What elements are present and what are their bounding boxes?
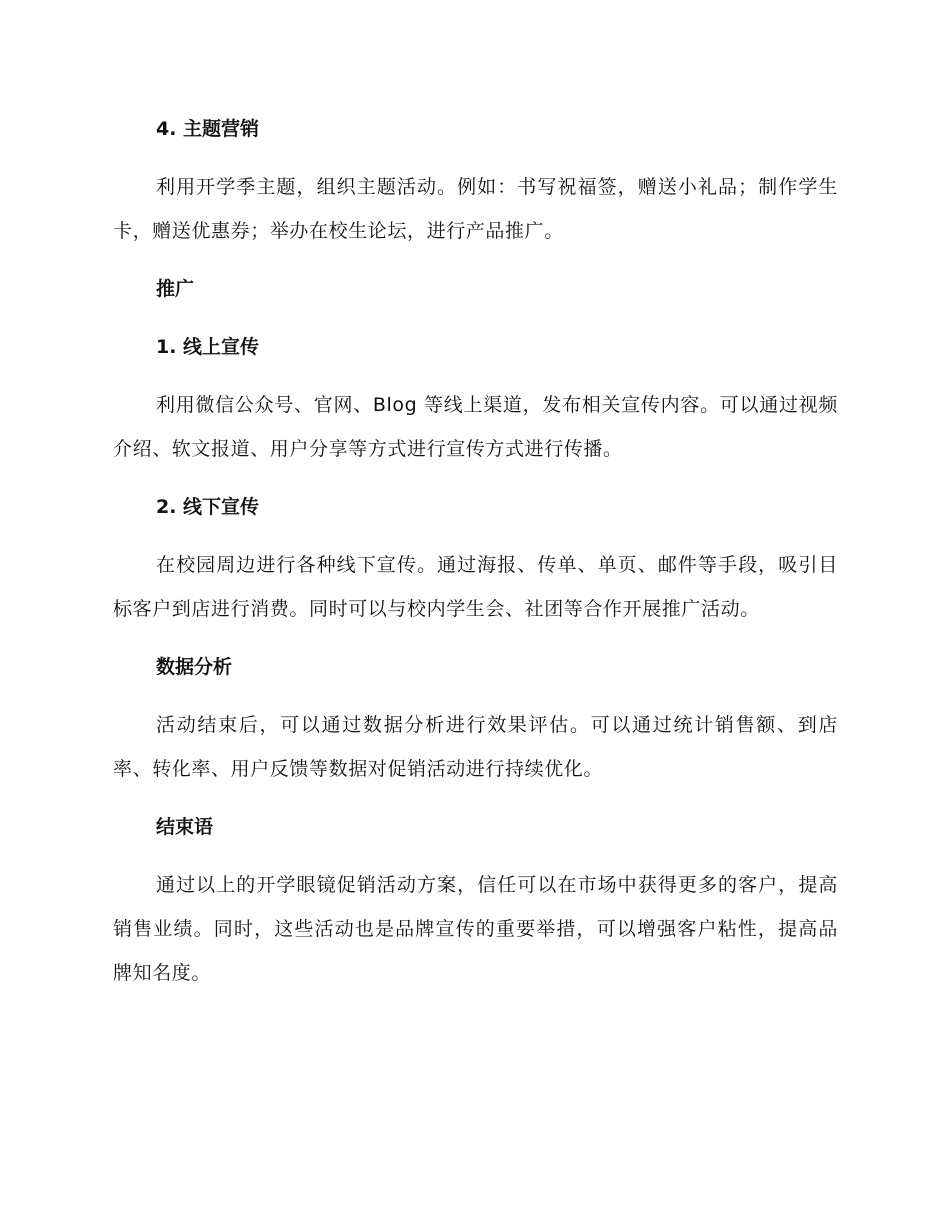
para-online-promotion: 利用微信公众号、官网、Blog 等线上渠道，发布相关宣传内容。可以通过视频介绍、软文报道、用户分享等方式进行宣传方式进行传播。: [113, 394, 838, 460]
heading-conclusion: 结束语: [156, 816, 214, 838]
heading-online-promotion: 1. 线上宣传: [156, 336, 260, 358]
para-conclusion: 通过以上的开学眼镜促销活动方案，信任可以在市场中获得更多的客户，提高销售业绩。同时，这些活动也是品牌宣传的重要举措，可以增强客户粘性，提高品牌知名度。: [113, 874, 838, 984]
para-data-analysis: 活动结束后，可以通过数据分析进行效果评估。可以通过统计销售额、到店率、转化率、用户反馈等数据对促销活动进行持续优化。: [113, 714, 838, 780]
heading-theme-marketing: 4. 主题营销: [156, 118, 260, 140]
heading-offline-promotion: 2. 线下宣传: [156, 496, 260, 518]
para-theme-marketing: 利用开学季主题，组织主题活动。例如：书写祝福签，赠送小礼品；制作学生卡，赠送优惠券；举办在校生论坛，进行产品推广。: [113, 176, 838, 242]
heading-promotion: 推广: [156, 278, 195, 300]
document-content: [113, 107, 838, 995]
heading-data-analysis: 数据分析: [156, 656, 233, 678]
para-offline-promotion: 在校园周边进行各种线下宣传。通过海报、传单、单页、邮件等手段，吸引目标客户到店进行消费。同时可以与校内学生会、社团等合作开展推广活动。: [113, 554, 838, 620]
